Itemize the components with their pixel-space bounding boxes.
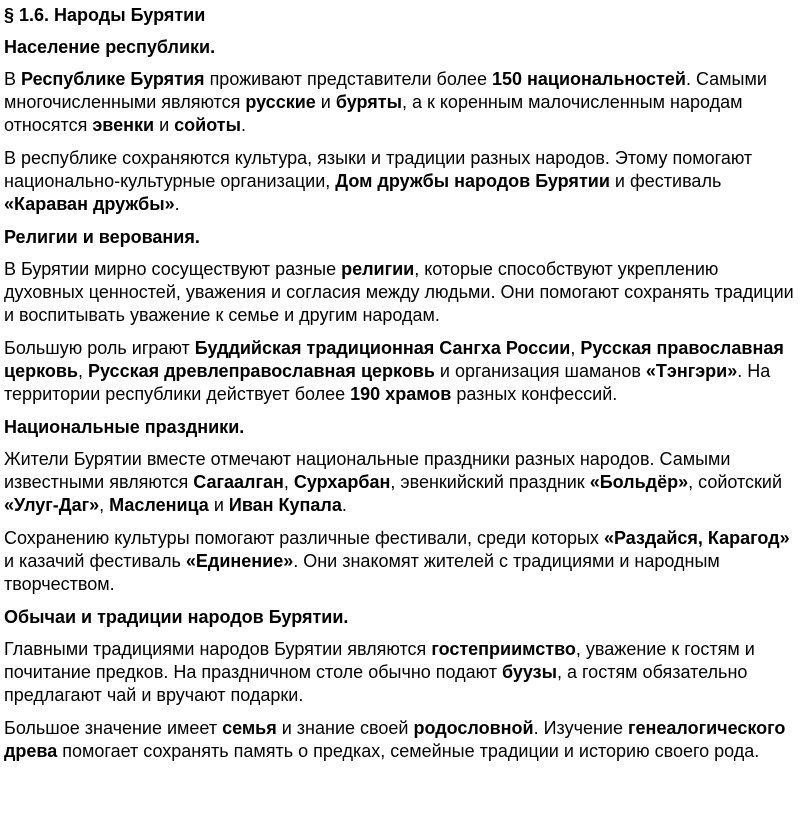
bold-term: Русская древлеправославная церковь [87, 361, 435, 381]
text-run: и фестиваль [609, 171, 722, 191]
text-run: . [341, 495, 347, 515]
text-run: , эвенкийский праздник [390, 472, 590, 492]
text-run: , [283, 472, 294, 492]
text-run: . Изучение [533, 718, 628, 738]
paragraph [4, 638, 796, 707]
text-run: , которые способствуют укреплению духовных ценностей, уважения и согласия между людьми. Они помогают сохранять традиции и воспитывать уважение к семье и другим народам. [4, 259, 794, 325]
bold-term: 190 храмов [350, 384, 452, 404]
bold-term: Иван Купала [228, 495, 342, 515]
section-heading: Религии и верования. [4, 227, 200, 247]
text-run: В [4, 69, 22, 89]
bold-term: Сурхарбан [293, 472, 391, 492]
text-run: , уважение к гостям и почитание предков. На праздничном столе обычно подают [4, 639, 755, 682]
bold-term: Русская православная церковь [4, 338, 784, 381]
bold-term: гостеприимство [431, 639, 576, 659]
text-run: , а гостям обязательно предлагают чай и вручают подарки. [4, 662, 748, 705]
section-heading: Национальные праздники. [4, 417, 245, 437]
bold-term: эвенки [92, 115, 155, 135]
text-run: Большое значение имеет [4, 718, 223, 738]
text-run: В республике сохраняются культура, языки и традиции разных народов. Этому помогают национально-культурные организации, [4, 148, 753, 191]
bold-term: религии [341, 259, 415, 279]
text-run: , [99, 495, 110, 515]
sections-container [4, 36, 796, 763]
bold-term: «Караван дружбы» [4, 194, 175, 214]
bold-term: «Раздайся, Карагод» [603, 528, 790, 548]
text-run: и знание своей [276, 718, 414, 738]
bold-term: буузы [502, 662, 557, 682]
text-run: и казачий фестиваль [4, 551, 186, 571]
paragraph [4, 527, 796, 596]
bold-term: «Единение» [185, 551, 294, 571]
bold-term: сойоты [174, 115, 241, 135]
section-heading: Население республики. [4, 37, 216, 57]
paragraph [4, 337, 796, 406]
text-run: В Бурятии мирно сосуществуют разные [4, 259, 342, 279]
text-run: . [174, 194, 180, 214]
section-heading: Обычаи и традиции народов Бурятии. [4, 607, 349, 627]
text-run: и организация шаманов [434, 361, 646, 381]
bold-term: Буддийская традиционная Сангха России [194, 338, 571, 358]
text-run: разных конфессий. [451, 384, 618, 404]
bold-term: Масленица [109, 495, 209, 515]
bold-term: Дом дружбы народов Бурятии [335, 171, 610, 191]
bold-term: «Тэнгэри» [645, 361, 738, 381]
bold-term: 150 национальностей [491, 69, 686, 89]
text-run: Главными традициями народов Бурятии являются [4, 639, 432, 659]
text-run: , [77, 361, 88, 381]
text-run: помогает сохранять память о предках, семейные традиции и историю своего рода. [57, 741, 760, 761]
bold-term: «Больдёр» [589, 472, 689, 492]
text-run: . [240, 115, 246, 135]
bold-term: русские [245, 92, 316, 112]
paragraph [4, 717, 796, 763]
page-title: § 1.6. Народы Бурятии [4, 5, 206, 25]
text-run: , [570, 338, 581, 358]
paragraph [4, 147, 796, 216]
text-run: и [315, 92, 336, 112]
bold-term: «Улуг-Даг» [4, 495, 100, 515]
document [0, 4, 800, 763]
paragraph [4, 258, 796, 327]
text-run: и [208, 495, 229, 515]
bold-term: родословной [413, 718, 534, 738]
bold-term: Сагаалган [193, 472, 284, 492]
paragraph [4, 448, 796, 517]
text-run: . Самыми многочисленными являются [4, 69, 767, 112]
bold-term: Республике Бурятия [21, 69, 205, 89]
text-run: и [154, 115, 175, 135]
text-run: , сойотский [688, 472, 783, 492]
text-run: . Они знакомят жителей с традициями и народным творчеством. [4, 551, 720, 594]
text-run: Большую роль играют [4, 338, 195, 358]
bold-term: генеалогического древа [4, 718, 786, 761]
text-run: , а к коренным малочисленным народам относятся [4, 92, 743, 135]
paragraph [4, 68, 796, 137]
text-run: Жители Бурятии вместе отмечают национальные праздники разных народов. Самыми известными являются [4, 449, 731, 492]
text-run: Сохранению культуры помогают различные фестивали, среди которых [4, 528, 604, 548]
bold-term: буряты [335, 92, 402, 112]
bold-term: семья [222, 718, 277, 738]
text-run: . На территории республики действует более [4, 361, 771, 404]
text-run: проживают представители более [204, 69, 492, 89]
